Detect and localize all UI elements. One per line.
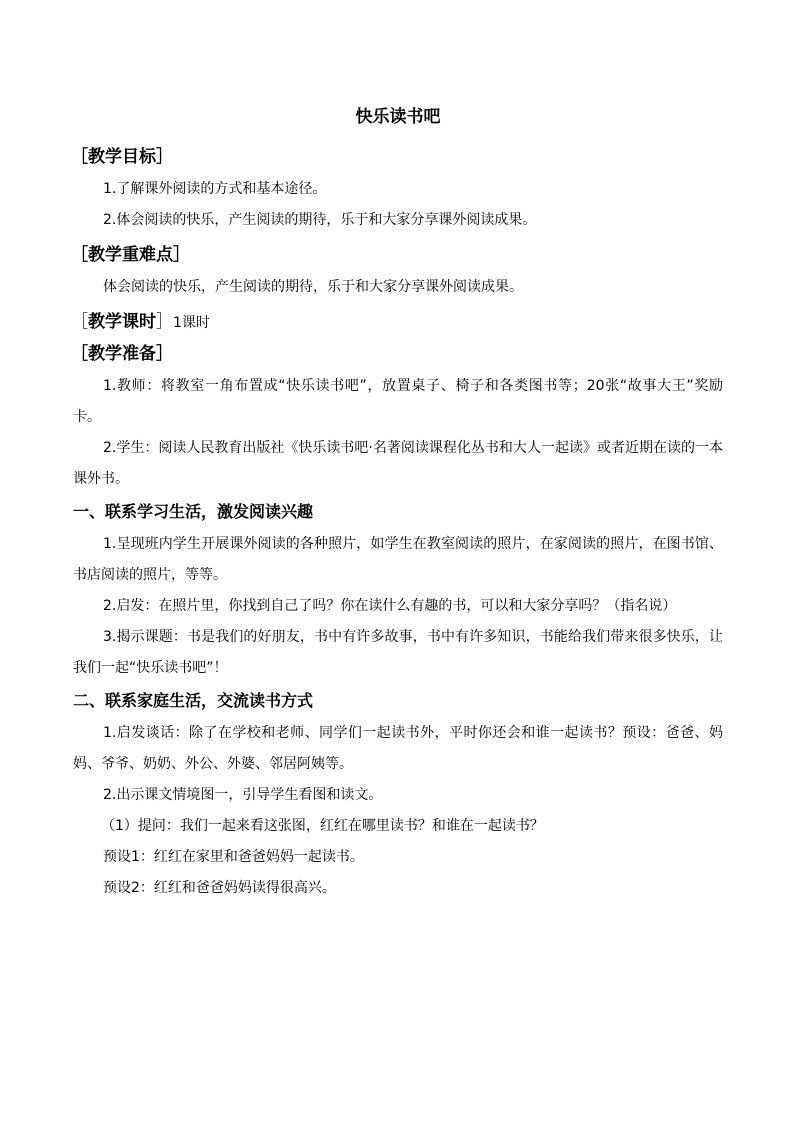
section1-item-2: 2.启发：在照片里，你找到自己了吗？你在读什么有趣的书，可以和大家分享吗？（指名说） [103, 598, 677, 614]
heading-teaching-goals-text: ［教学目标］ [71, 147, 173, 167]
goal-item-2: 2.体会阅读的快乐，产生阅读的期待，乐于和大家分享课外阅读成果。 [103, 212, 537, 228]
prep-item-1: 1.教师：将教室一角布置成“快乐读书吧”，放置桌子、椅子和各类图书等；20张“故事大王”奖励卡。 [73, 378, 723, 425]
key-points-text: 体会阅读的快乐，产生阅读的期待，乐于和大家分享课外阅读成果。 [103, 279, 523, 295]
goal-item-1: 1.了解课外阅读的方式和基本途径。 [103, 181, 327, 197]
heading-class-hours-text: 教学课时 [88, 312, 156, 332]
heading-teaching-goals [71, 144, 723, 170]
section2-preset-1: 预设1：红红在家里和爸爸妈妈一起读书。 [103, 849, 364, 865]
heading-class-hours-bracket-close: ］ [156, 312, 173, 332]
section2-item-3: （1）提问：我们一起来看这张图，红红在哪里读书？和谁在一起读书？ [101, 818, 544, 834]
heading-class-hours-bracket-open: ［ [71, 312, 88, 332]
section1-item-3: 3.揭示课题：书是我们的好朋友，书中有许多故事，书中有许多知识，书能给我们带来很多快乐，让我们一起“快乐读书吧”！ [73, 629, 723, 676]
heading-preparation [71, 341, 723, 367]
class-hours-value: 1课时 [173, 315, 210, 331]
document-body [73, 104, 723, 904]
heading-preparation-text: ［教学准备］ [71, 344, 173, 364]
section-heading-2: 二、联系家庭生活，交流读书方式 [73, 691, 314, 710]
section2-item-1: 1.启发谈话：除了在学校和老师、同学们一起读书外，平时你还会和谁一起读书？预设：爸爸、妈妈、爷爷、奶奶、外公、外婆、邻居阿姨等。 [73, 725, 723, 772]
section1-item-1: 1.呈现班内学生开展课外阅读的各种照片，如学生在教室阅读的照片，在家阅读的照片，在图书馆、书店阅读的照片，等等。 [73, 536, 723, 583]
document-title: 快乐读书吧 [355, 107, 441, 127]
heading-key-points [71, 242, 723, 268]
section2-item-2: 2.出示课文情境图一，引导学生看图和读文。 [103, 787, 383, 803]
section-heading-1: 一、联系学习生活，激发阅读兴趣 [73, 502, 314, 521]
heading-key-points-text: ［教学重难点］ [71, 245, 190, 265]
section2-preset-2: 预设2：红红和爸爸妈妈读得很高兴。 [103, 880, 336, 896]
prep-item-2: 2.学生：阅读人民教育出版社《快乐读书吧·名著阅读课程化丛书和大人一起读》或者近期在读的一本课外书。 [73, 440, 723, 487]
heading-class-hours [71, 309, 723, 335]
